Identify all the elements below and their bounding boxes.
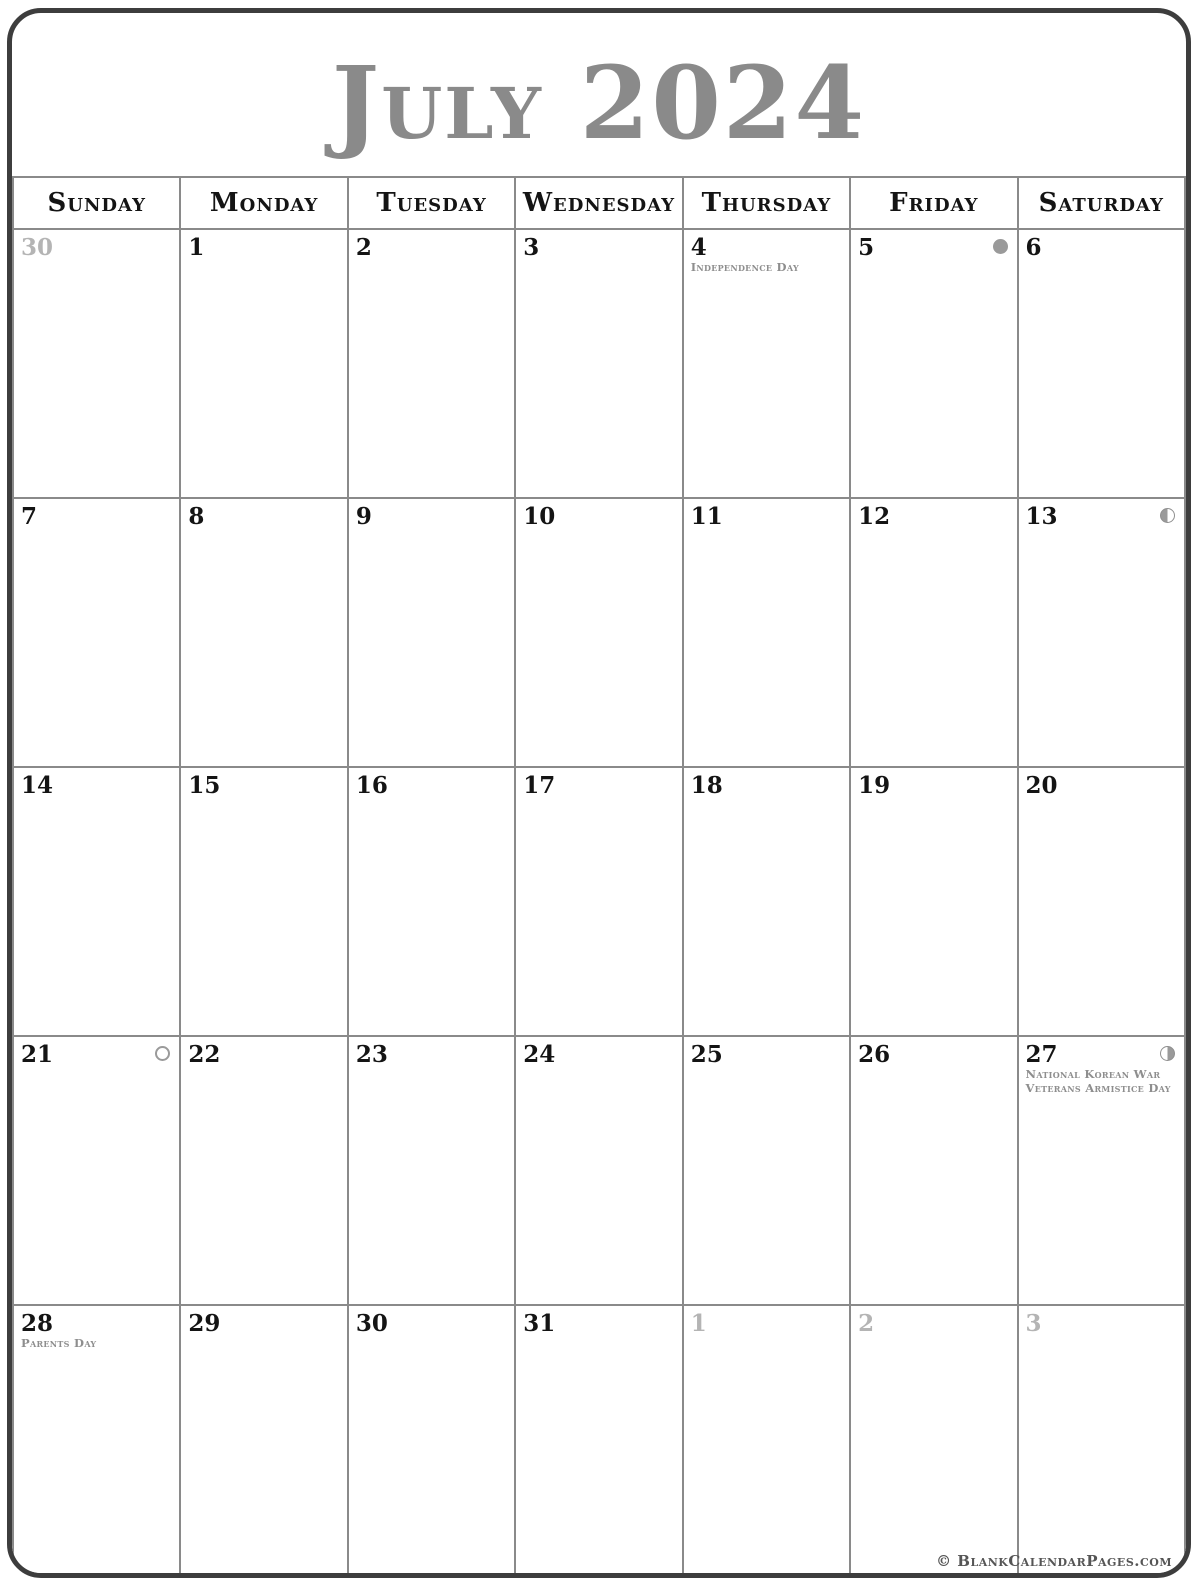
calendar-cell	[1018, 1305, 1185, 1574]
calendar-cell	[348, 498, 515, 767]
calendar-cell	[180, 1305, 347, 1574]
calendar-cell	[348, 767, 515, 1036]
calendar-cell	[348, 1036, 515, 1305]
calendar-week-row	[13, 229, 1185, 498]
holiday-label: Parents Day	[21, 1336, 97, 1351]
calendar-table-body	[13, 229, 1185, 1574]
calendar-cell	[1018, 1036, 1185, 1305]
calendar-cell	[1018, 498, 1185, 767]
day-number: 22	[188, 1041, 221, 1068]
calendar-cell	[683, 1305, 850, 1574]
holiday-label: Independence Day	[690, 260, 799, 275]
day-number: 26	[858, 1041, 891, 1068]
day-number: 10	[523, 503, 556, 530]
calendar-cell	[850, 229, 1017, 498]
calendar-cell	[515, 1305, 682, 1574]
day-number: 15	[188, 772, 221, 799]
calendar-table-head	[13, 177, 1185, 229]
day-number: 9	[355, 503, 372, 530]
day-number: 3	[1025, 1310, 1042, 1337]
calendar-cell	[683, 767, 850, 1036]
calendar-cell	[348, 1305, 515, 1574]
day-number: 12	[858, 503, 891, 530]
day-number: 28	[21, 1310, 54, 1337]
weekday-header-row	[13, 177, 1185, 229]
calendar-cell	[348, 229, 515, 498]
calendar-table	[12, 176, 1186, 1575]
day-number: 1	[188, 234, 205, 261]
day-number: 1	[690, 1310, 707, 1337]
calendar-cell	[180, 498, 347, 767]
calendar-week-row	[13, 767, 1185, 1036]
calendar-cell	[850, 767, 1017, 1036]
day-number: 3	[523, 234, 540, 261]
day-number: 17	[523, 772, 556, 799]
calendar-sheet-frame	[7, 8, 1191, 1578]
day-number: 4	[690, 234, 707, 261]
day-number: 7	[21, 503, 38, 530]
day-number: 2	[355, 234, 372, 261]
calendar-week-row	[13, 498, 1185, 767]
calendar-cell	[515, 229, 682, 498]
calendar-cell	[13, 1305, 180, 1574]
weekday-header-sunday: Sunday	[13, 177, 180, 229]
calendar-cell	[13, 498, 180, 767]
day-number: 14	[21, 772, 54, 799]
page-title: July 2024	[331, 44, 867, 162]
day-number: 2	[858, 1310, 875, 1337]
day-number: 31	[523, 1310, 556, 1337]
calendar-cell	[683, 229, 850, 498]
weekday-header-wednesday: Wednesday	[515, 177, 682, 229]
day-number: 21	[21, 1041, 54, 1068]
day-number: 11	[690, 503, 723, 530]
calendar-cell	[515, 767, 682, 1036]
calendar-week-row	[13, 1305, 1185, 1574]
calendar-cell	[13, 229, 180, 498]
day-number: 8	[188, 503, 205, 530]
calendar-cell	[850, 498, 1017, 767]
last-quarter-moon-icon	[1160, 1046, 1175, 1061]
calendar-cell	[13, 1036, 180, 1305]
day-number: 24	[523, 1041, 556, 1068]
calendar-cell	[13, 767, 180, 1036]
day-number: 23	[355, 1041, 388, 1068]
holiday-label: National Korean War Veterans Armistice Day	[1025, 1067, 1171, 1095]
calendar-week-row	[13, 1036, 1185, 1305]
weekday-header-thursday: Thursday	[683, 177, 850, 229]
weekday-header-tuesday: Tuesday	[348, 177, 515, 229]
new-moon-icon	[993, 239, 1008, 254]
calendar-cell	[180, 229, 347, 498]
day-number: 19	[858, 772, 891, 799]
day-number: 30	[355, 1310, 388, 1337]
day-number: 13	[1025, 503, 1058, 530]
calendar-cell	[850, 1036, 1017, 1305]
calendar-cell	[180, 1036, 347, 1305]
first-quarter-moon-icon	[1160, 508, 1175, 523]
day-number: 6	[1025, 234, 1042, 261]
day-number: 25	[690, 1041, 723, 1068]
weekday-header-monday: Monday	[180, 177, 347, 229]
calendar-cell	[1018, 767, 1185, 1036]
calendar-cell	[1018, 229, 1185, 498]
calendar-cell	[515, 1036, 682, 1305]
calendar-cell	[850, 1305, 1017, 1574]
calendar-cell	[683, 1036, 850, 1305]
calendar-cell	[515, 498, 682, 767]
weekday-header-friday: Friday	[850, 177, 1017, 229]
day-number: 30	[21, 234, 54, 261]
day-number: 5	[858, 234, 875, 261]
day-number: 27	[1025, 1041, 1058, 1068]
calendar-cell	[180, 767, 347, 1036]
day-number: 29	[188, 1310, 221, 1337]
weekday-header-saturday: Saturday	[1018, 177, 1185, 229]
day-number: 20	[1025, 772, 1058, 799]
calendar-cell	[683, 498, 850, 767]
copyright-watermark: © BlankCalendarPages.com	[936, 1552, 1172, 1570]
day-number: 18	[690, 772, 723, 799]
day-number: 16	[355, 772, 388, 799]
